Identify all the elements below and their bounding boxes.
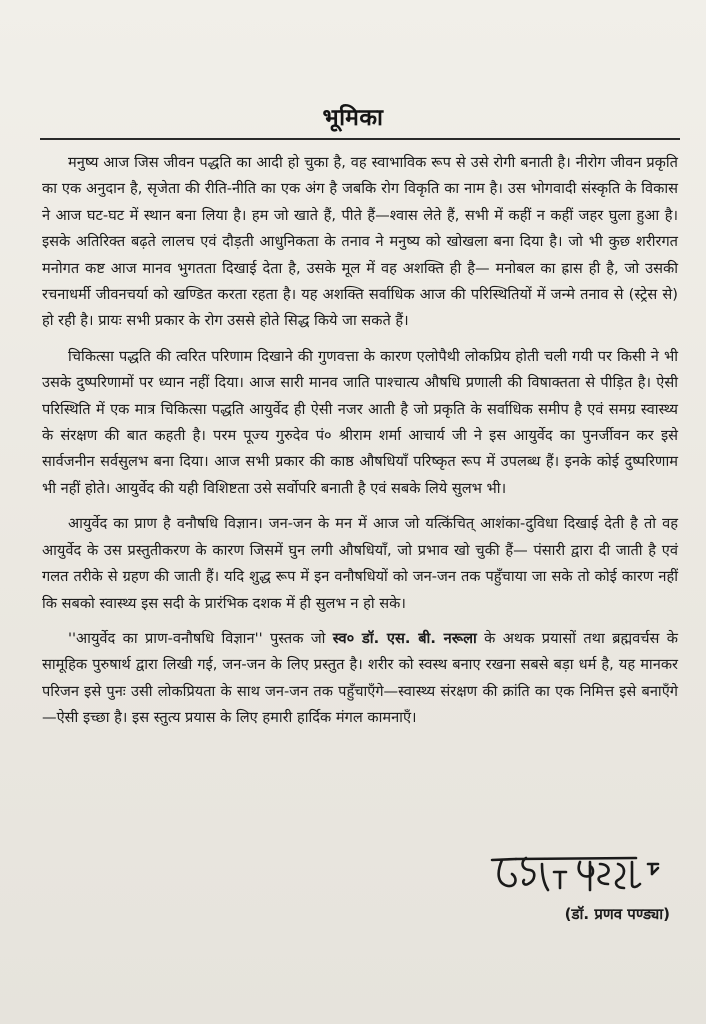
paragraph-3: आयुर्वेद का प्राण है वनौषधि विज्ञान। जन-जन के मन में आज जो यत्किंचित् आशंका-दुविधा दिखाई देती है तो वह आयुर्वेद के उस प्रस्तुतीकरण के कारण जिसमें घुन लगी औषधियाँ, जो प्रभाव खो चुकी हैं— पंसारी द्वारा दी जाती है एवं गलत तरीके से ग्रहण की जाती हैं। यदि शुद्ध रूप में इन वनौषधियों को जन-जन तक पहुँचाया जा सके तो कोई कारण नहीं कि सबको स्वास्थ्य इस सदी के प्रारंभिक दशक में ही सुलभ न हो सके।: [42, 515, 678, 612]
paragraph-4-start: ''आयुर्वेद का प्राण-वनौषधि विज्ञान'' पुस्तक जो: [68, 629, 333, 647]
paragraph-2: चिकित्सा पद्धति की त्वरित परिणाम दिखाने की गुणवत्ता के कारण एलोपैथी लोकप्रिय होती चली गयी पर किसी ने भी उसके दुष्परिणामों पर ध्यान नहीं दिया। आज सारी मानव जाति पाश्चात्य औषधि प्रणाली की विषाक्तता से पीड़ित है। ऐसी परिस्थिति में एक मात्र चिकित्सा पद्धति आयुर्वेद ही ऐसी नजर आती है जो प्रकृति के सर्वाधिक समीप है एवं समग्र स्वास्थ्य के संरक्षण की बात कहती है। परम पूज्य गुरुदेव पं० श्रीराम शर्मा आचार्य जी ने इस आयुर्वेद का पुनर्जीवन कर इसे सार्वजनीन सर्वसुलभ बना दिया। आज सभी प्रकार की काष्ठ औषधियाँ परिष्कृत रूप में उपलब्ध हैं। इनके कोई दुष्परिणाम भी नहीं होते। आयुर्वेद की यही विशिष्टता उसे सर्वोपरि बनाती है एवं सबके लिये सुलभ भी।: [42, 347, 678, 497]
preface-body: [42, 150, 678, 741]
author-name: स्व० डॉ. एस. बी. नरूला: [332, 629, 477, 647]
handwritten-signature: [486, 850, 666, 898]
paragraph-4: [42, 626, 678, 732]
paragraph-1: मनुष्य आज जिस जीवन पद्धति का आदी हो चुका है, वह स्वाभाविक रूप से उसे रोगी बनाती है। नीरोग जीवन प्रकृति का एक अनुदान है, सृजेता की रीति-नीति का एक अंग है जबकि रोग विकृति का नाम है। उस भोगवादी संस्कृति के विकास ने आज घट-घट में स्थान बना लिया है। हम जो खाते हैं, पीते हैं—श्वास लेते हैं, सभी में कहीं न कहीं जहर घुला हुआ है। इसके अतिरिक्त बढ़ते लालच एवं दौड़ती आधुनिकता के तनाव ने मनुष्य को खोखला बना दिया है। जो भी कुछ शरीरगत मनोगत कष्ट आज मानव भुगतता दिखाई देता है, उसके मूल में वह अशक्ति ही है— मनोबल का ह्रास ही है, जो उसकी रचनाधर्मी जीवनचर्या को खण्डित करता रहता है। यह अशक्ति सर्वाधिक आज की परिस्थितियों में जन्मे तनाव से (स्ट्रेस से) हो रही है। प्रायः सभी प्रकार के रोग उससे होते सिद्ध किये जा सकते हैं।: [42, 154, 678, 330]
paragraph-4-end: के अथक प्रयासों तथा ब्रह्मवर्चस के सामूहिक पुरुषार्थ द्वारा लिखी गई, जन-जन के लिए प्रस्तुत है। शरीर को स्वस्थ बनाए रखना सबसे बड़ा धर्म है, यह मानकर परिजन इसे पुनः उसी लोकप्रियता के साथ जन-जन तक पहुँचाएँगे—स्वास्थ्य संरक्षण की क्रांति का एक निमित्त इसे बनाएँगे—ऐसी इच्छा है। इस स्तुत्य प्रयास के लिए हमारी हार्दिक मंगल कामनाएँ।: [42, 629, 678, 727]
title-rule: [40, 138, 680, 140]
signer-name: (डॉ. प्रणव पण्ड्या): [564, 905, 670, 923]
page-title: भूमिका: [322, 105, 384, 131]
